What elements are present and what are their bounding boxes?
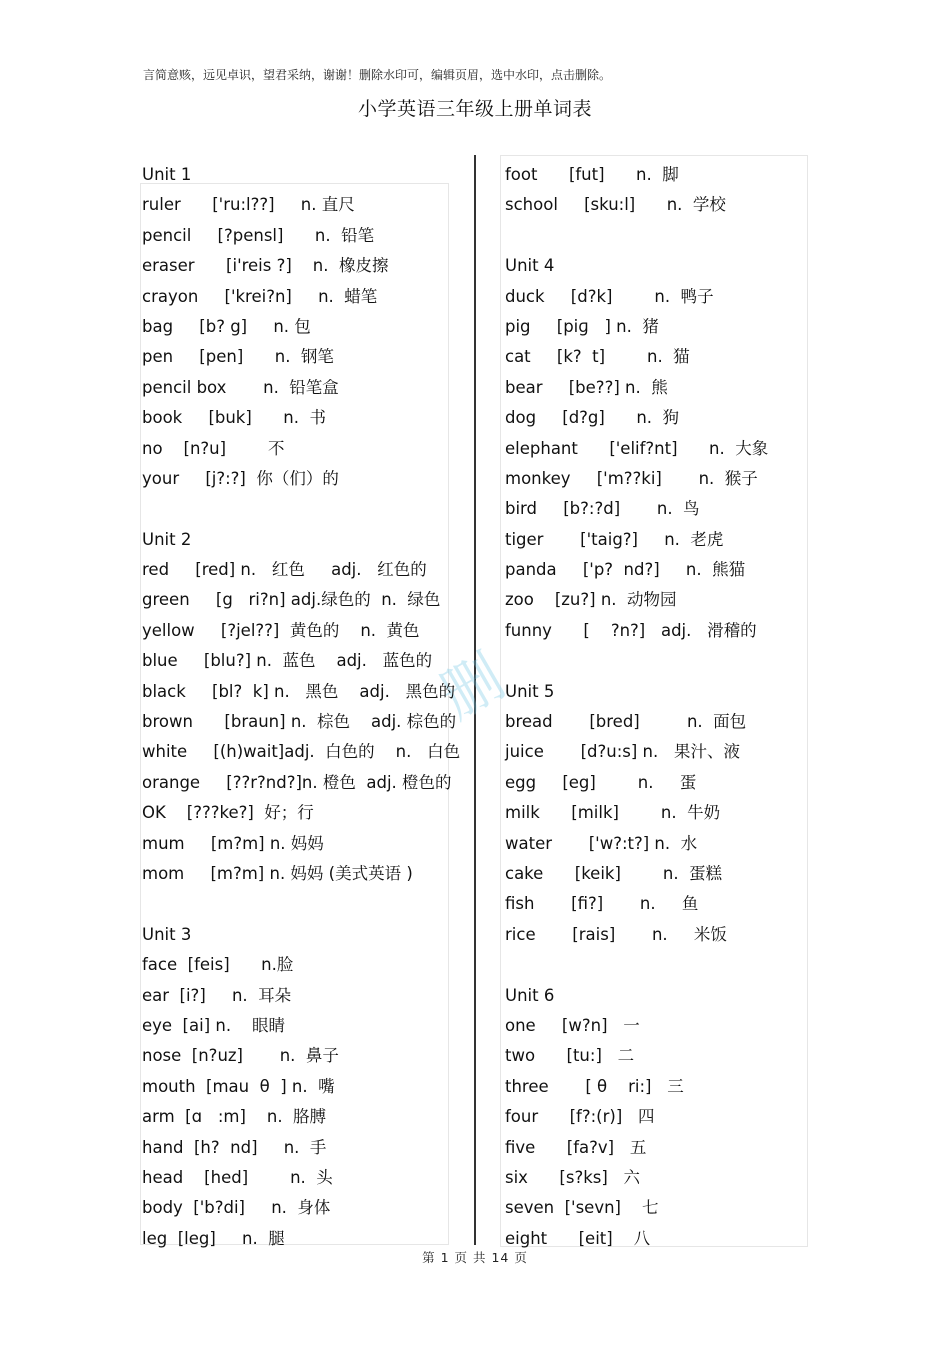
left-column-line: your [j?:?] 你（们）的 bbox=[142, 468, 339, 488]
right-column-line: bird [b?:?d] n. 鸟 bbox=[505, 499, 700, 519]
right-column-line: fish [fi?] n. 鱼 bbox=[505, 894, 699, 914]
left-column-line: no [n?u] 不 bbox=[142, 438, 285, 458]
right-column-line: elephant ['elif?nt] n. 大象 bbox=[505, 438, 769, 458]
right-column-line: bread [bred] n. 面包 bbox=[505, 712, 747, 732]
right-column-line: funny [ ?n?] adj. 滑稽的 bbox=[505, 620, 757, 640]
right-column-line: egg [eg] n. 蛋 bbox=[505, 772, 697, 792]
left-column-line: blue [blu?] n. 蓝色 adj. 蓝色的 bbox=[142, 651, 433, 671]
page-title: 小学英语三年级上册单词表 bbox=[357, 98, 592, 120]
left-column-line: leg [leg] n. 腿 bbox=[142, 1228, 285, 1248]
right-column-line: duck [d?k] n. 鸭子 bbox=[505, 286, 714, 306]
right-column-line: bear [be??] n. 熊 bbox=[505, 377, 668, 397]
left-column-line: body ['b?di] n. 身体 bbox=[142, 1198, 331, 1218]
left-column-line: eraser [i'reis ?] n. 橡皮擦 bbox=[142, 256, 389, 276]
right-column-line: milk [milk] n. 牛奶 bbox=[505, 803, 721, 823]
left-column-line: nose [n?uz] n. 鼻子 bbox=[142, 1046, 339, 1066]
left-column-line: OK [???ke?] 好；行 bbox=[142, 803, 314, 823]
right-column-line: monkey ['m??ki] n. 猴子 bbox=[505, 468, 758, 488]
header-note: 言简意赅，远见卓识，望君采纳，谢谢！删除水印可，编辑页眉，选中水印，点击删除。 bbox=[143, 68, 612, 82]
left-column-line: mouth [mau θ ] n. 嘴 bbox=[142, 1076, 335, 1096]
left-column-line: mum [m?m] n. 妈妈 bbox=[142, 833, 324, 853]
right-column-line: panda ['p? nd?] n. 熊猫 bbox=[505, 560, 746, 580]
left-column bbox=[142, 160, 462, 1254]
right-column-line: seven ['sevn] 七 bbox=[505, 1198, 659, 1218]
right-column-line: two [tu:] 二 bbox=[505, 1046, 635, 1066]
right-column-line: school [sku:l] n. 学校 bbox=[505, 195, 726, 215]
right-column-line: five [fa?v] 五 bbox=[505, 1137, 647, 1157]
left-column-line: yellow [?jel??] 黄色的 n. 黄色 bbox=[142, 620, 420, 640]
left-column-line: pencil box n. 铅笔盒 bbox=[142, 377, 339, 397]
left-column-line: ruler ['ru:l??] n. 直尺 bbox=[142, 195, 355, 215]
left-column-line: ear [i?] n. 耳朵 bbox=[142, 985, 292, 1005]
right-column-line: one [w?n] 一 bbox=[505, 1015, 640, 1035]
left-column-line: head [hed] n. 头 bbox=[142, 1167, 333, 1187]
right-column-line: dog [d?g] n. 狗 bbox=[505, 408, 680, 428]
right-column-line: zoo [zu?] n. 动物园 bbox=[505, 590, 677, 610]
left-column-line: orange [??r?nd?]n. 橙色 adj. 橙色的 bbox=[142, 772, 452, 792]
left-column-line: black [bl? k] n. 黑色 adj. 黑色的 bbox=[142, 681, 456, 701]
right-column-line bbox=[505, 950, 805, 980]
right-column-line: rice [rais] n. 米饭 bbox=[505, 924, 727, 944]
left-column-line bbox=[142, 889, 462, 919]
right-column-line: three [ θ ri:] 三 bbox=[505, 1076, 684, 1096]
right-column-line: four [f?:(r)] 四 bbox=[505, 1107, 655, 1127]
right-column-line: cake [keik] n. 蛋糕 bbox=[505, 863, 723, 883]
left-column-line: Unit 3 bbox=[142, 924, 192, 944]
right-column-line: eight [eit] 八 bbox=[505, 1228, 651, 1248]
right-column-line bbox=[505, 221, 805, 251]
left-column-line: arm [ɑ :m] n. 胳膊 bbox=[142, 1107, 327, 1127]
right-column-line: Unit 6 bbox=[505, 985, 555, 1005]
right-column-line: Unit 5 bbox=[505, 681, 555, 701]
left-column-line: hand [h? nd] n. 手 bbox=[142, 1137, 327, 1157]
left-column-line: white [(h)wait]adj. 白色的 n. 白色 bbox=[142, 742, 461, 762]
left-column-line: mom [m?m] n. 妈妈 (美式英语 ) bbox=[142, 863, 413, 883]
right-column bbox=[505, 160, 805, 1254]
right-column-line: tiger ['taig?] n. 老虎 bbox=[505, 529, 724, 549]
right-column-line: cat [k? t] n. 猫 bbox=[505, 347, 690, 367]
right-column-line: six [s?ks] 六 bbox=[505, 1167, 641, 1187]
left-column-line: green [g ri?n] adj.绿色的 n. 绿色 bbox=[142, 590, 441, 610]
left-column-line: red [red] n. 红色 adj. 红色的 bbox=[142, 560, 427, 580]
page-footer: 第 1 页 共 14 页 bbox=[422, 1250, 528, 1265]
right-column-line: Unit 4 bbox=[505, 256, 555, 276]
right-column-line: foot [fut] n. 脚 bbox=[505, 165, 679, 184]
left-column-line: pen [pen] n. 钢笔 bbox=[142, 347, 334, 367]
left-column-line bbox=[142, 494, 462, 524]
left-column-line: face [feis] n.脸 bbox=[142, 955, 294, 975]
left-column-line: brown [braun] n. 棕色 adj. 棕色的 bbox=[142, 712, 457, 732]
left-column-line: Unit 2 bbox=[142, 529, 192, 549]
left-column-line: pencil [?pensl] n. 铅笔 bbox=[142, 225, 375, 245]
right-column-line: juice [d?u:s] n. 果汁、液 bbox=[505, 742, 740, 762]
left-column-line: book [buk] n. 书 bbox=[142, 408, 326, 428]
left-column-line: bag [b? g] n. 包 bbox=[142, 316, 311, 336]
left-column-line: crayon ['krei?n] n. 蜡笔 bbox=[142, 286, 378, 306]
left-column-line: Unit 1 bbox=[142, 165, 192, 184]
right-column-line: water ['w?:t?] n. 水 bbox=[505, 833, 698, 853]
watermark: 删 bbox=[429, 642, 516, 733]
left-column-line: eye [ai] n. 眼睛 bbox=[142, 1015, 286, 1035]
right-column-line bbox=[505, 646, 805, 676]
right-column-line: pig [piɡ ] n. 猪 bbox=[505, 316, 659, 336]
